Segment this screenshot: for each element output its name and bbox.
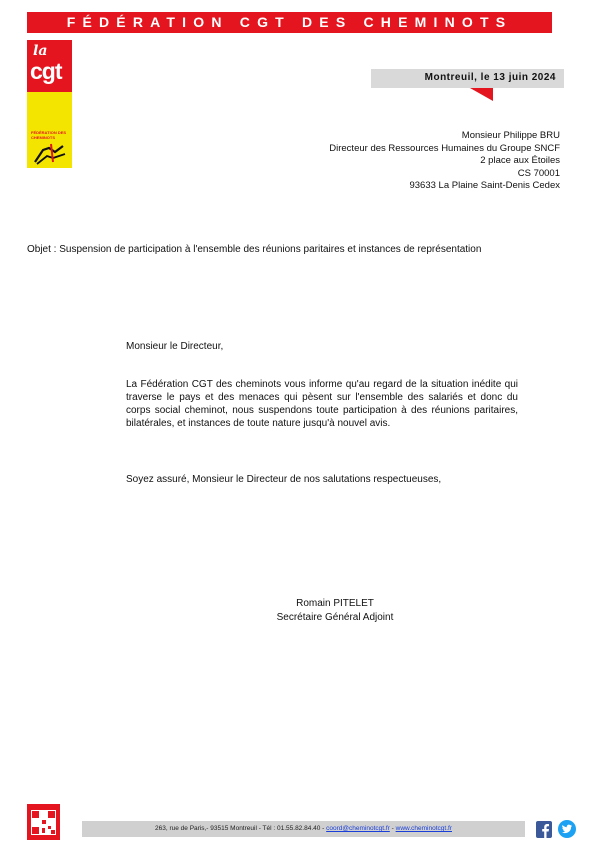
- twitter-icon[interactable]: [558, 820, 576, 838]
- footer-email-link[interactable]: coord@cheminotcgt.fr: [326, 825, 390, 832]
- recipient-address: [260, 130, 560, 193]
- letter-salutation: Monsieur le Directeur,: [126, 341, 224, 352]
- recipient-name: Monsieur Philippe BRU: [461, 130, 560, 141]
- signatory-role: Secrétaire Général Adjoint: [276, 612, 394, 623]
- recipient-address-line2: CS 70001: [517, 167, 560, 179]
- qr-code-pattern: [31, 810, 56, 835]
- letter-closing: Soyez assuré, Monsieur le Directeur de nos salutations respectueuses,: [126, 474, 442, 485]
- letter-date: Montreuil, le 13 juin 2024: [424, 72, 556, 83]
- recipient-address-line3: 93633 La Plaine Saint-Denis Cedex: [409, 180, 560, 191]
- facebook-icon[interactable]: [536, 821, 552, 838]
- railway-worker-icon: [33, 142, 67, 166]
- signature-block: [230, 597, 440, 625]
- footer-address: 263, rue de Paris,- 93515 Montreuil - Tél : 01.55.82.84.40 -: [155, 825, 327, 832]
- recipient-title: Directeur des Ressources Humaines du Groupe SNCF: [329, 142, 560, 154]
- date-box: [371, 69, 564, 88]
- logo-cgt-text: cgt: [30, 58, 62, 84]
- logo-federation-text: FÉDÉRATION DES CHEMINOTS: [31, 130, 67, 140]
- date-accent-triangle: [470, 88, 493, 101]
- cgt-logo: [27, 40, 72, 168]
- recipient-address-line1: 2 place aux Étoiles: [480, 155, 560, 166]
- footer-website-link[interactable]: www.cheminotcgt.fr: [395, 825, 452, 832]
- logo-la-text: la: [33, 43, 48, 59]
- letter-subject: Objet : Suspension de participation à l'ensemble des réunions paritaires et instances de représentation: [27, 244, 482, 255]
- footer-contact-bar: [82, 821, 525, 837]
- logo-red-panel: [27, 40, 72, 92]
- qr-code-icon[interactable]: [27, 804, 60, 840]
- footer-separator: -: [389, 825, 396, 832]
- federation-banner: FÉDÉRATION CGT DES CHEMINOTS: [27, 12, 552, 33]
- signatory-name: Romain PITELET: [296, 598, 374, 609]
- letter-body-paragraph: La Fédération CGT des cheminots vous informe qu'au regard de la situation inédite qui traverse le pays et des menaces qui pèsent sur l'ensemble des salariés et donc du corps social cheminot, nous suspendons toute participation à des réunions paritaires, bilatérales, et instances de toute nature jusqu'à nouvel avis.: [126, 379, 518, 429]
